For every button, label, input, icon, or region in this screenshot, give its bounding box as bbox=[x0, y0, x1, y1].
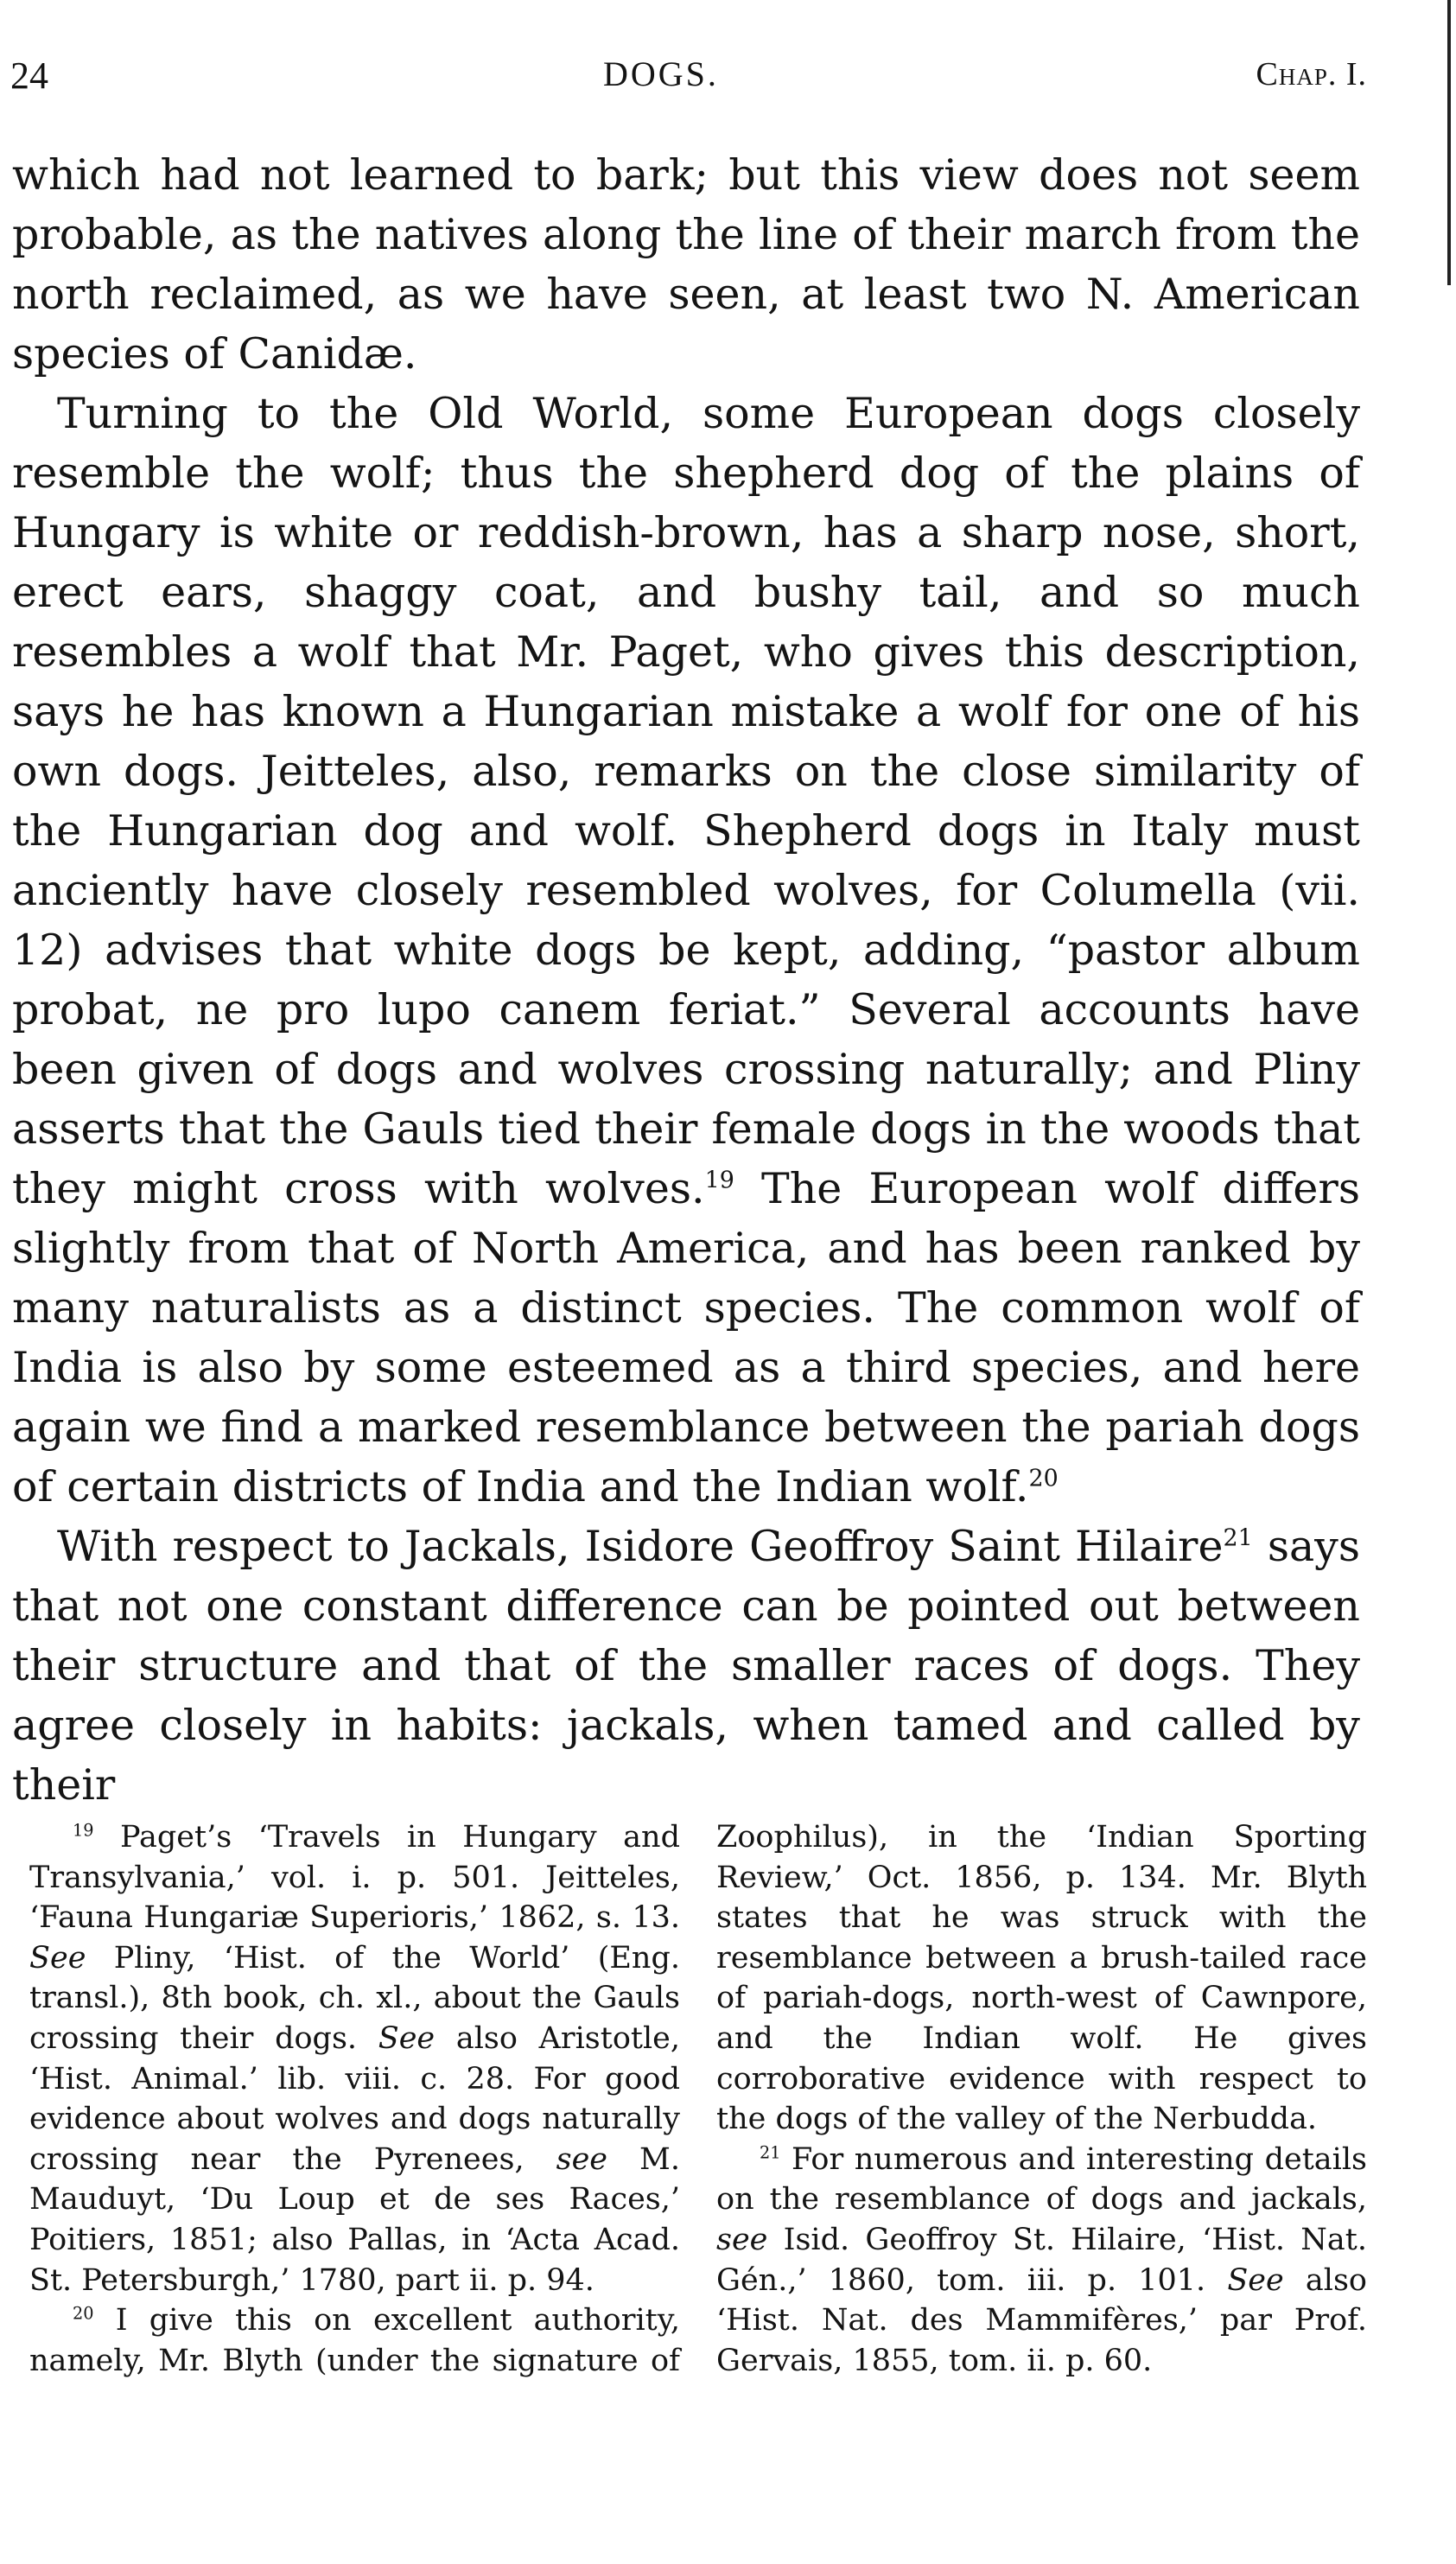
footnote-ref-20[interactable]: 20 bbox=[1028, 1465, 1059, 1492]
footnote-19-text: Paget’s ‘Travels in Hungary and Transylvania,’ vol. i. p. 501. Jeitteles, ‘Fauna Hungariæ Superioris,’ 1862, s. 13. bbox=[29, 1820, 680, 1936]
footnote-21-text: Isid. Geoffroy St. Hilaire, ‘Hist. Nat. Gén.,’ 1860, tom. iii. p. 101. bbox=[716, 2222, 1367, 2298]
paragraph-2 bbox=[12, 384, 1360, 1517]
paragraph-2-text-b: The European wolf differs slightly from that of North America, and has been ranked by many naturalists as a distinct species. The common wolf of India is also by some esteemed as a third species, and here again we find a marked resemblance between the pariah dogs of certain districts of India and the Indian wolf. bbox=[12, 1164, 1360, 1511]
page-number: 24 bbox=[10, 54, 48, 97]
footnote-21-number: 21 bbox=[760, 2142, 781, 2163]
main-text bbox=[12, 145, 1360, 1815]
footnote-19-see: See bbox=[29, 1940, 86, 1975]
footnote-21-see: see bbox=[716, 2222, 768, 2257]
footnote-21-text: also ‘Hist. Nat. des Mammifères,’ par Prof. Gervais, 1855, tom. ii. p. 60. bbox=[716, 2262, 1367, 2378]
footnotes bbox=[29, 1817, 1367, 2381]
footnote-19-see: see bbox=[556, 2141, 607, 2177]
footnote-ref-19[interactable]: 19 bbox=[704, 1167, 734, 1194]
footnote-19-number: 19 bbox=[73, 1820, 94, 1841]
running-title: DOGS. bbox=[603, 54, 719, 93]
footnote-19-text: M. Mauduyt, ‘Du Loup et de ses Races,’ Poitiers, 1851; also Pallas, in ‘Acta Acad. St. Petersburgh,’ 1780, part ii. p. 94. bbox=[29, 2141, 680, 2298]
footnote-19-text: also Aristotle, ‘Hist. Animal.’ lib. viii. c. 28. For good evidence about wolves and dogs naturally crossing near the Pyrenees, bbox=[29, 2020, 680, 2177]
footnote-21-text: For numerous and interesting details on the resemblance of dogs and jackals, bbox=[716, 2141, 1367, 2217]
paragraph-1-text: which had not learned to bark; but this view does not seem probable, as the natives along the line of their march from the north reclaimed, as we have seen, at least two N. American species of Canidæ. bbox=[12, 150, 1360, 379]
chapter-label: Chap. I. bbox=[1256, 56, 1367, 92]
paragraph-2-text-a: Turning to the Old World, some European dogs closely resemble the wolf; thus the shepherd dog of the plains of Hungary is white or reddish-brown, has a sharp nose, short, erect ears, shaggy coat, and bushy tail, and so much resembles a wolf that Mr. Paget, who gives this description, says he has known a Hungarian mistake a wolf for one of his own dogs. Jeitteles, also, remarks on the close similarity of the Hungarian dog and wolf. Shepherd dogs in Italy must anciently have closely resembled wolves, for Columella (vii. 12) advises that white dogs be kept, adding, “pastor album probat, ne pro lupo canem feriat.” Several accounts have been given of dogs and wolves crossing naturally; and Pliny asserts that the Gauls tied their female dogs in the woods that they might cross with wolves. bbox=[12, 389, 1360, 1213]
footnote-21-see: See bbox=[1227, 2262, 1284, 2298]
paragraph-3 bbox=[12, 1517, 1360, 1815]
footnote-21 bbox=[716, 2140, 1367, 2382]
paragraph-3-text-b: says that not one constant difference can be pointed out between their structure and that of the smaller races of dogs. They agree closely in habits: jackals, when tamed and called by their bbox=[12, 1522, 1361, 1810]
footnote-19-text: Pliny, ‘Hist. of the World’ (Eng. transl.), 8th book, ch. xl., about the Gauls crossing their dogs. bbox=[29, 1940, 680, 2056]
footnote-19-see: See bbox=[378, 2020, 436, 2056]
paragraph-1 bbox=[12, 145, 1360, 384]
footnote-ref-21[interactable]: 21 bbox=[1223, 1524, 1253, 1552]
footnote-19 bbox=[29, 1817, 680, 2300]
footnote-20-text: I give this on excellent authority, namely, Mr. Blyth (under the signature of Zoophilus), in the ‘Indian Sporting Review,’ Oct. 1856, p. 134. Mr. Blyth states that he was struck with the resemblance between a brush-tailed race of pariah-dogs, north-west of Cawnpore, and the Indian wolf. He gives corroborative evidence with respect to the dogs of the valley of the Nerbudda. bbox=[29, 1820, 1367, 2378]
page-edge-rule bbox=[1447, 0, 1451, 285]
running-header bbox=[10, 54, 1367, 114]
footnote-20-number: 20 bbox=[73, 2303, 94, 2324]
paragraph-3-text-a: With respect to Jackals, Isidore Geoffroy Saint Hilaire bbox=[57, 1522, 1224, 1571]
